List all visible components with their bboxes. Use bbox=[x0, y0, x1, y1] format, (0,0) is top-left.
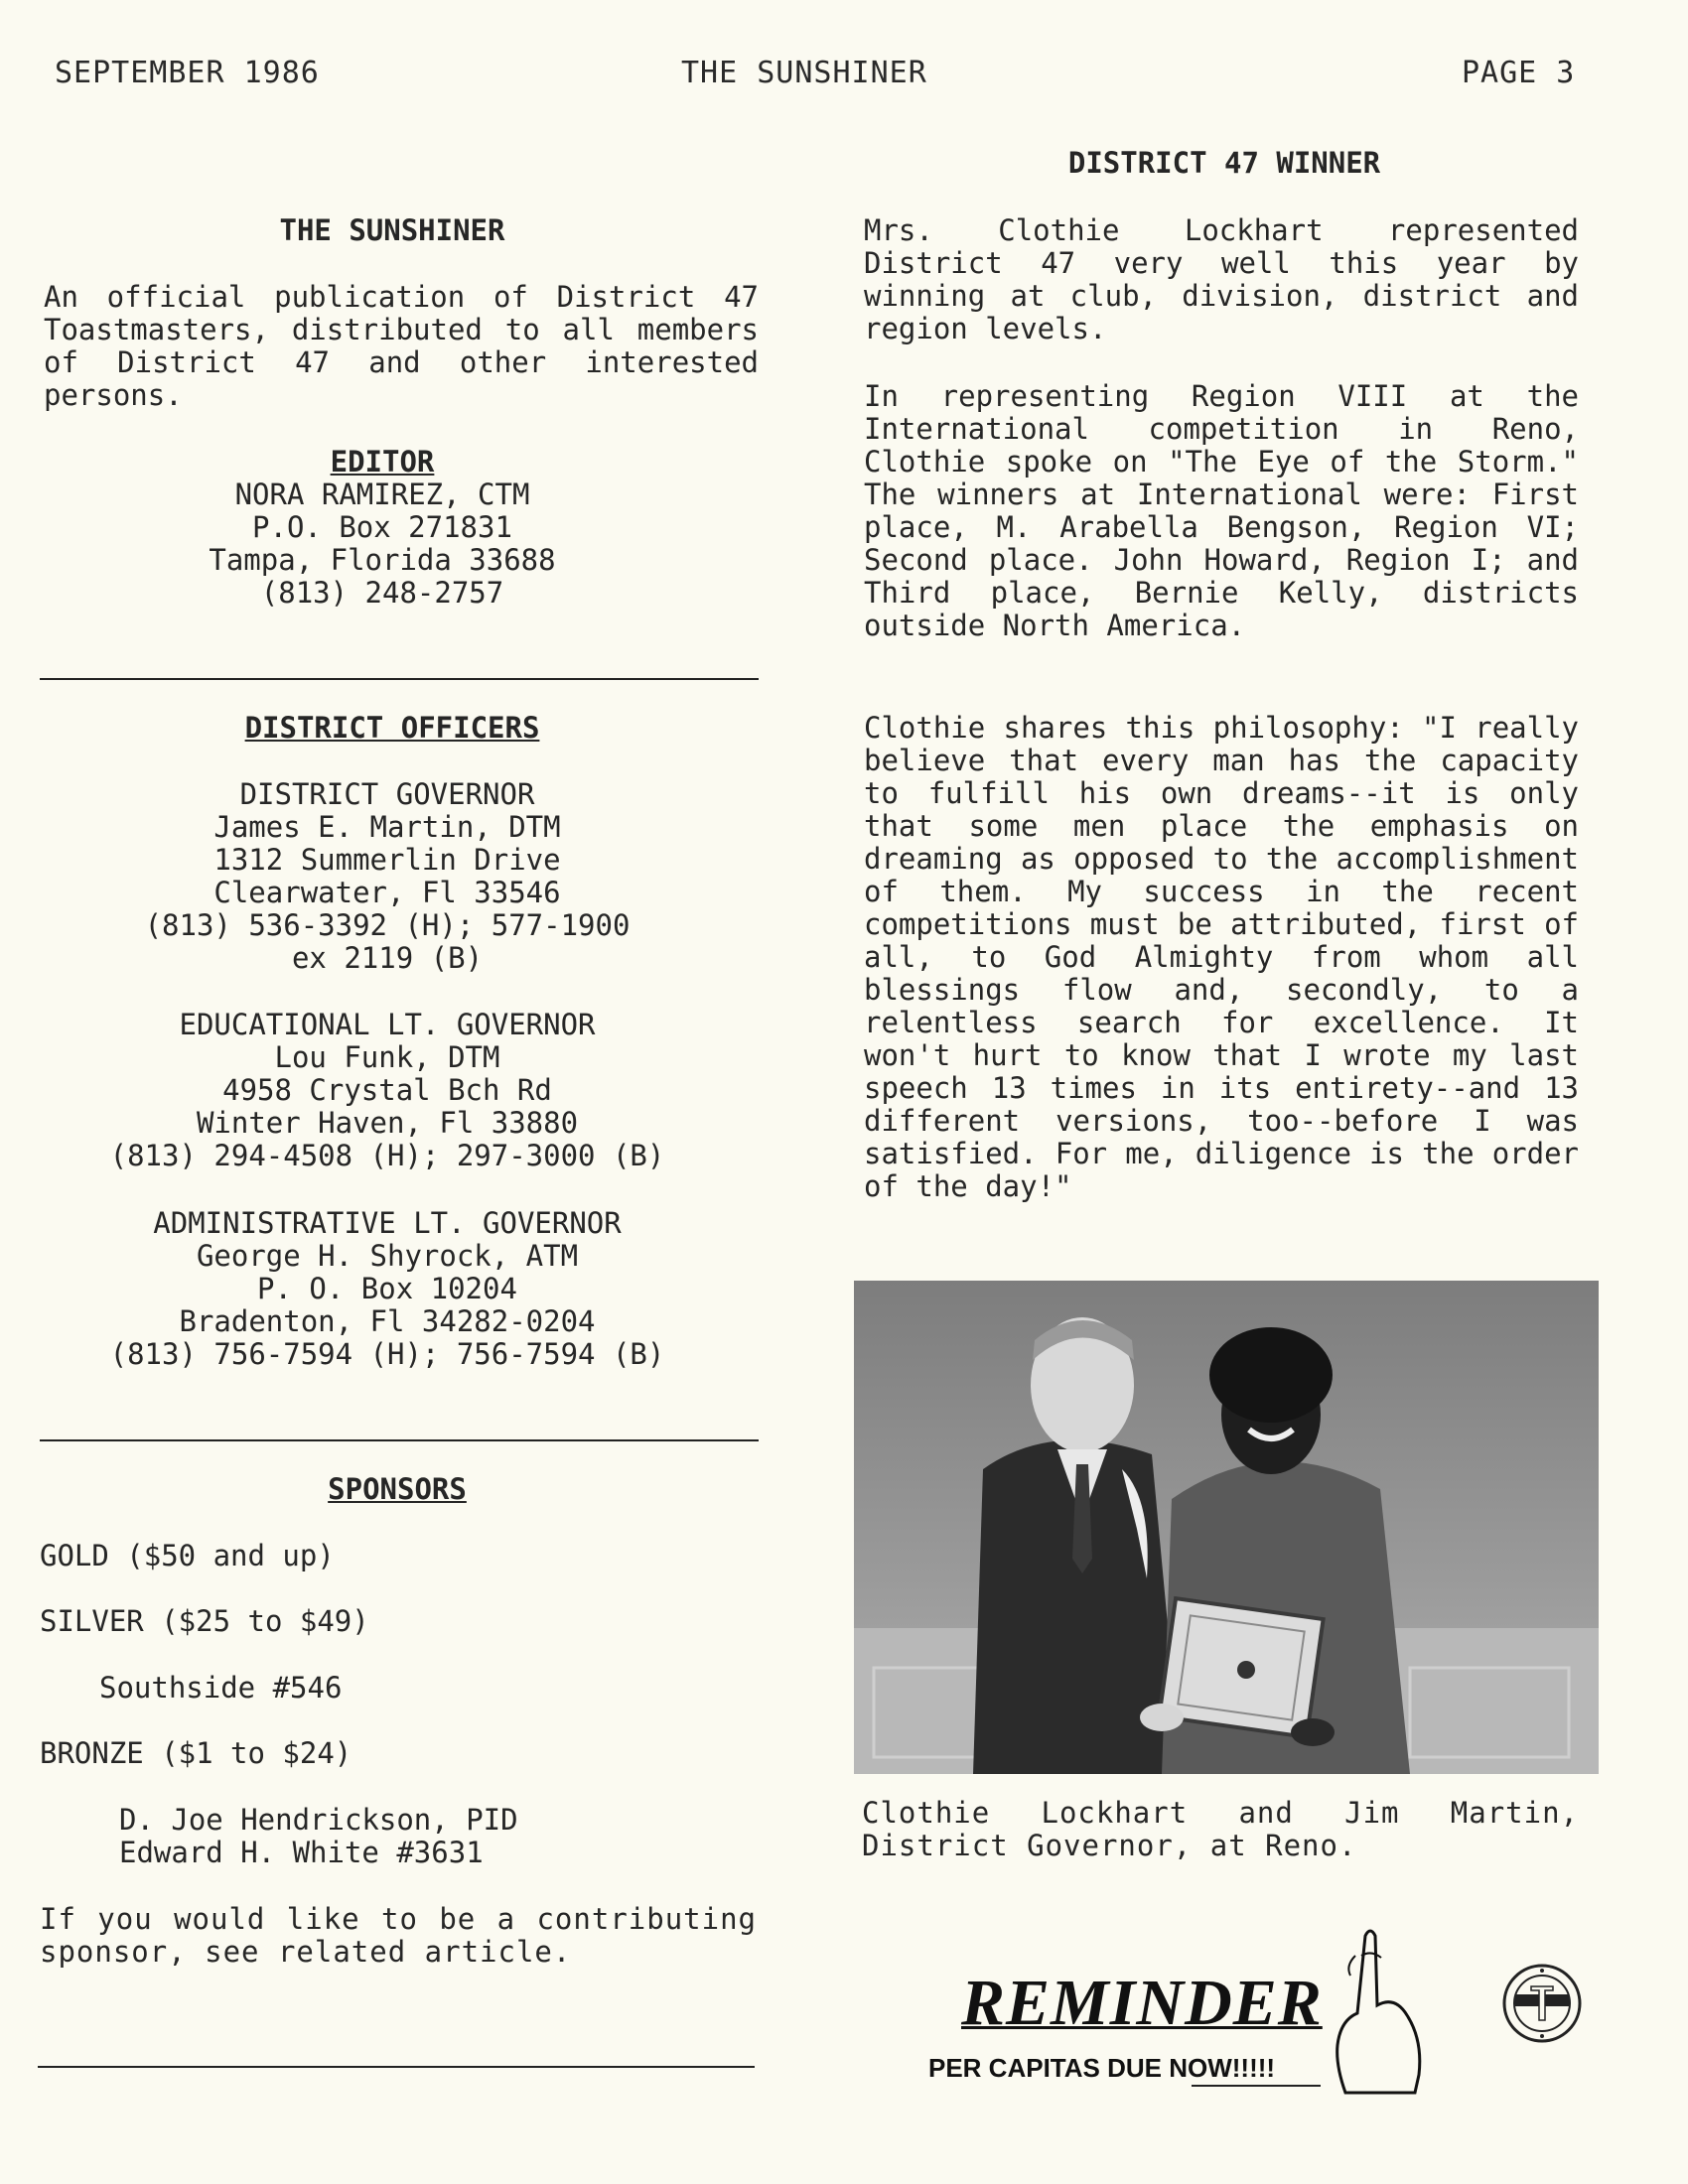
officer-title: DISTRICT GOVERNOR bbox=[239, 777, 535, 811]
officers-heading: DISTRICT OFFICERS bbox=[244, 711, 540, 745]
officer-line: P. O. Box 10204 bbox=[257, 1272, 517, 1305]
article-heading: DISTRICT 47 WINNER bbox=[1067, 146, 1381, 180]
sponsor-tier-bronze: BRONZE ($1 to $24) bbox=[40, 1736, 352, 1770]
sponsor-note: If you would like to be a contributing sponsor, see related article. bbox=[40, 1902, 757, 1969]
sponsor-tier-silver: SILVER ($25 to $49) bbox=[40, 1604, 369, 1638]
sponsor-tier-gold: GOLD ($50 and up) bbox=[40, 1539, 335, 1572]
divider bbox=[38, 2066, 755, 2068]
divider bbox=[40, 1439, 759, 1441]
article-paragraph: Clothie shares this philosophy: "I really believe that every man has the capacity to fulfill his own dreams--it is only that some men place the emphasis on dreaming as opposed to the accomplishment of them. My success in the recent competitions must be attributed, first of all, to God Almighty from whom all blessings flow and, secondly, to a relentless search for excellence. It won't hurt to know that I wrote my last speech 13 times in its entirety--and 13 different versions, too--before I was satisfied. For me, diligence is the order of the day!" bbox=[864, 711, 1579, 1203]
editor-heading: EDITOR bbox=[330, 445, 435, 478]
photo-caption: Clothie Lockhart and Jim Martin, District Governor, at Reno. bbox=[862, 1796, 1579, 1862]
editor-info bbox=[40, 478, 725, 610]
officer-line: (813) 756-7594 (H); 756-7594 (B) bbox=[109, 1337, 665, 1371]
reminder-underline bbox=[1192, 2085, 1321, 2087]
header-page: PAGE 3 bbox=[1462, 56, 1576, 90]
officer-block-administrative bbox=[40, 1207, 735, 1371]
editor-line: P.O. Box 271831 bbox=[252, 510, 512, 544]
masthead-description: An official publication of District 47 Toastmasters, distributed to all members of District 47 and other interested persons. bbox=[44, 280, 759, 412]
sponsor-member: Edward H. White #3631 bbox=[119, 1836, 484, 1869]
article-paragraph: In representing Region VIII at the International competition in Reno, Clothie spoke on "The Eye of the Storm." The winners at International were: First place, M. Arabella Bengson, Region VI; Second place. John Howard, Region I; and Third place, Bernie Kelly, districts outside North America. bbox=[864, 379, 1579, 642]
masthead-heading: THE SUNSHINER bbox=[279, 213, 505, 247]
reminder-text: PER CAPITAS DUE NOW!!!!! bbox=[928, 2053, 1276, 2083]
divider bbox=[40, 678, 759, 680]
officer-line: Lou Funk, DTM bbox=[274, 1040, 500, 1074]
editor-line: NORA RAMIREZ, CTM bbox=[234, 478, 530, 511]
pointing-finger-icon bbox=[1316, 1926, 1430, 2095]
officer-title: EDUCATIONAL LT. GOVERNOR bbox=[179, 1008, 596, 1041]
header-date: SEPTEMBER 1986 bbox=[55, 56, 320, 90]
officer-line: ex 2119 (B) bbox=[291, 941, 484, 975]
officer-line: (813) 536-3392 (H); 577-1900 bbox=[144, 908, 631, 942]
officer-line: James E. Martin, DTM bbox=[213, 810, 561, 844]
editor-line: Tampa, Florida 33688 bbox=[209, 543, 556, 577]
officer-line: George H. Shyrock, ATM bbox=[196, 1239, 579, 1273]
reminder-title: REMINDER bbox=[961, 1967, 1323, 2039]
officer-line: Clearwater, Fl 33546 bbox=[213, 876, 561, 909]
officer-line: Winter Haven, Fl 33880 bbox=[196, 1106, 579, 1140]
officer-line: 4958 Crystal Bch Rd bbox=[222, 1073, 552, 1107]
article-paragraph: Mrs. Clothie Lockhart represented District 47 very well this year by winning at club, division, district and region levels. bbox=[864, 213, 1579, 345]
sponsor-member: D. Joe Hendrickson, PID bbox=[119, 1803, 518, 1837]
header-title: THE SUNSHINER bbox=[681, 56, 927, 90]
toastmasters-logo-icon bbox=[1501, 1961, 1583, 2046]
officer-block-educational bbox=[40, 1009, 735, 1172]
officer-line: 1312 Summerlin Drive bbox=[213, 843, 561, 877]
editor-line: (813) 248-2757 bbox=[260, 576, 504, 610]
officer-block-governor bbox=[40, 778, 735, 975]
officer-title: ADMINISTRATIVE LT. GOVERNOR bbox=[153, 1206, 622, 1240]
officer-line: Bradenton, Fl 34282-0204 bbox=[179, 1304, 596, 1338]
photo-image bbox=[854, 1281, 1599, 1774]
photo bbox=[854, 1281, 1599, 1774]
sponsors-heading: SPONSORS bbox=[328, 1472, 467, 1506]
sponsor-member: Southside #546 bbox=[99, 1671, 343, 1705]
officer-line: (813) 294-4508 (H); 297-3000 (B) bbox=[109, 1139, 665, 1172]
